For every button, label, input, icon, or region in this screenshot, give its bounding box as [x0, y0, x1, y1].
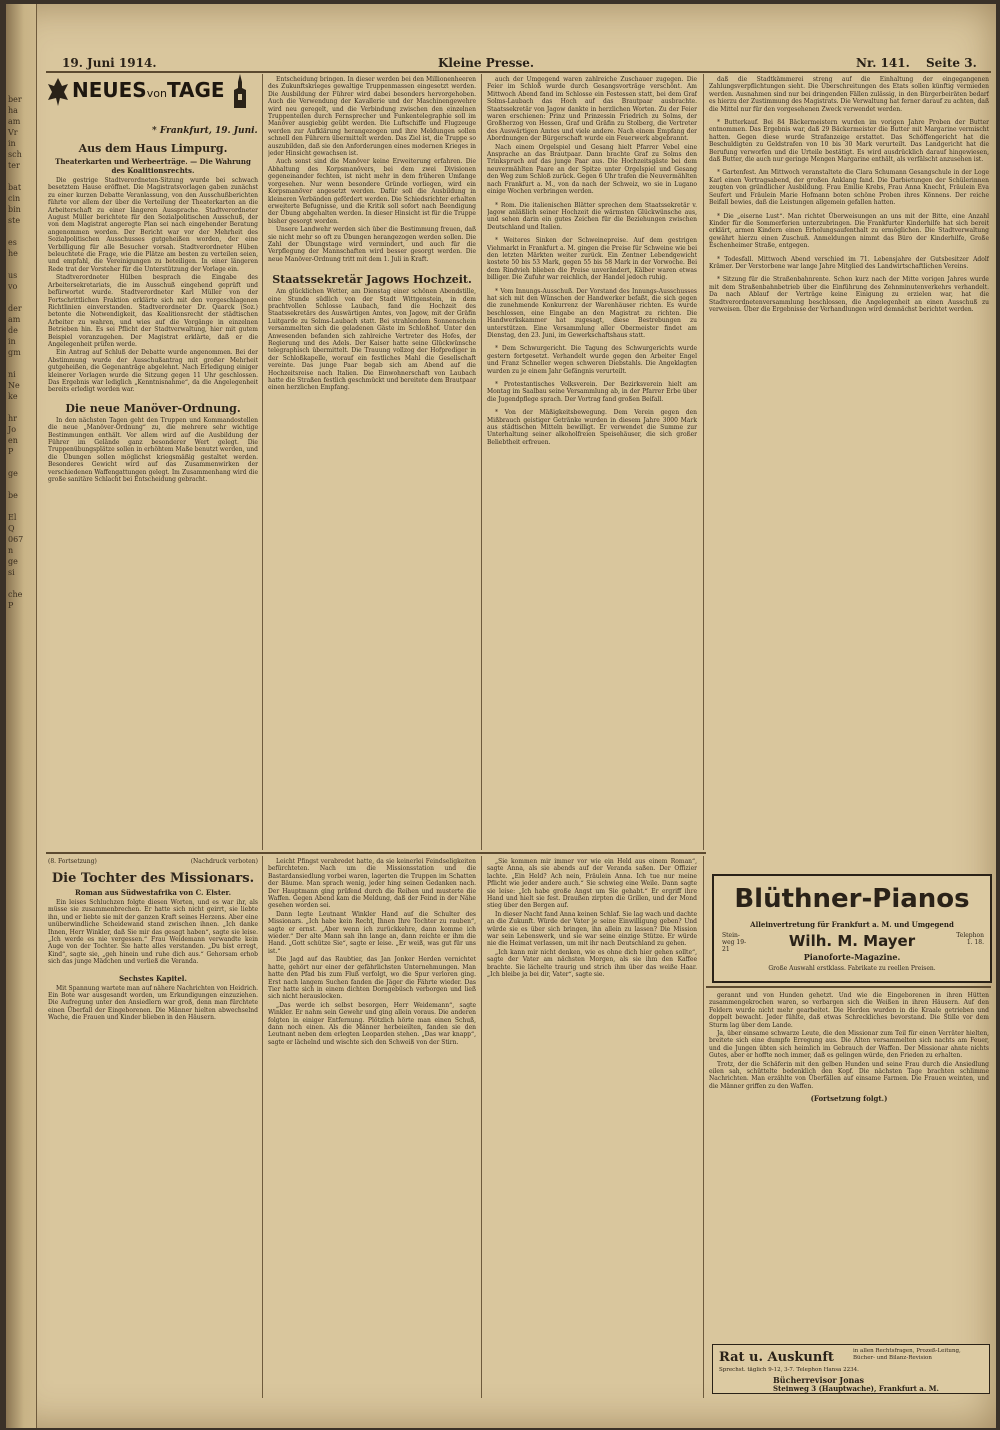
serial-column-3	[487, 858, 697, 1398]
header-page-number: Seite 3.	[926, 56, 977, 70]
column-rule	[703, 856, 704, 1398]
news-item: * Von der Mäßigkeitsbewegung. Dem Verein gegen den Mißbrauch geistiger Getränke wurden in diesem Jahre 3000 Mark aus städtischen Mitteln bewilligt. Er verwendet die Summe zur Unterhaltung seiner alkoholfreien Speisehäuser, die sich großer Beliebtheit erfreuen.	[487, 409, 697, 446]
news-item: * Sitzung für die Straßenbahnrente. Schon kurz nach der Mitte vorigen Jahres wurde mit dem Straßenbahnbetrieb über die Einführung des Zehnminutenverkehrs verhandelt. Da nach Ablauf der Verträge keine Einigung zu erzielen war, hat die Stadtverordnetenversammlung beschlossen, die Angelegenheit an einen Ausschuß zu verweisen. Über die Ergebnisse der Verhandlungen wird demnächst berichtet werden.	[709, 276, 989, 313]
ad-title: Rat u. Auskunft	[719, 1350, 834, 1365]
news-item: * Todesfall. Mittwoch Abend verschied im 71. Lebensjahre der Gutsbesitzer Adolf Krämer. Der Verstorbene war lange Jahre Mitglied des Landwirtschaftlichen Vereins.	[709, 255, 989, 270]
ad-line: Große Auswahl erstklass. Fabrikate zu reellen Preisen.	[768, 965, 936, 972]
serial-title: Die Tochter des Missionars.	[51, 871, 255, 886]
serial-paragraph: Mit Spannung wartete man auf nähere Nachrichten von Heidrich. Ein Bote war ausgesandt worden, um Erkundigungen einzuziehen. Die Aufregung unter den Ansiedlern war groß, denn man fürchtete einen Überfall der Eingeborenen. Die Männer hielten abwechselnd Wache, die Frauen und Kinder blieben in den Häusern.	[48, 984, 258, 1022]
serial-column-2	[268, 858, 476, 1398]
chapter-heading: Sechstes Kapitel.	[119, 973, 187, 983]
article-paragraph: Entscheidung bringen. In dieser werden bei den Millionenheeren des Zukunftskrieges gewaltige Truppenmassen eingesetzt werden. Die Ausbildung der Führer wird dabei besonders hervorgehoben. Auch die Verwendung der Kavallerie und der Maschinengewehre wird neu geregelt, und die Verbindung zwischen den einzelnen Truppenteilen durch Fernsprecher und Funkentelegraphie soll im Manöver ausgiebig geübt werden. Die Luftschiffe und Flugzeuge werden zur Aufklärung herangezogen und ihre Meldungen sollen schnell den Führern übermittelt werden. Das Ziel ist, die Truppe so auszubilden, daß sie den Anforderungen eines modernen Krieges in jeder Hinsicht gewachsen ist.	[268, 76, 476, 158]
serial-copyright: (Nachdruck verboten)	[190, 858, 258, 865]
newspaper-page	[6, 4, 996, 1428]
article-paragraph: Stadtverordneter Hülben besprach die Eingabe des Arbeitersekretariats, die im Ausschuß eingehend geprüft und befürwortet wurde. Stadtverordneter Karl Müller von der Fortschrittlichen Fraktion erklärte sich mit den vorgeschlagenen Richtlinien einverstanden. Stadtverordneter Dr. Quarck (Soz.) betonte die Notwendigkeit, das Koalitionsrecht der städtischen Arbeiter zu wahren, und wies auf die Vorgänge in einzelnen Betrieben hin. Es sei Pflicht der Stadtverwaltung, hier mit gutem Beispiel voranzugehen. Der Magistrat erklärte, daß er die Angelegenheit prüfen werde.	[48, 274, 258, 348]
headline-manoever-ordnung: Die neue Manöver-Ordnung.	[65, 401, 241, 415]
serial-column-4	[709, 992, 989, 1336]
column-rule	[703, 74, 704, 850]
column-rule	[481, 74, 482, 850]
frankfurt-eagle-icon	[46, 76, 70, 108]
headline-jagows-hochzeit: Staatssekretär Jagows Hochzeit.	[272, 273, 472, 287]
column-2	[268, 76, 476, 850]
header-paper-name: Kleine Presse.	[438, 56, 535, 70]
header-date: 19. Juni 1914.	[62, 56, 157, 70]
article-paragraph: Auch sonst sind die Manöver keine Erweiterung erfahren. Die Abhaltung des Korpsmanövers, bei dem zwei Divisionen gegeneinander fechten, ist nicht mehr in dem früheren Umfange vorgesehen. Nur wenn besondere Gründe vorliegen, wird ein Korpsmanöver angesetzt werden. Dafür soll die Ausbildung in kleineren Verbänden gefördert werden. Die Schiedsrichter erhalten erweiterte Befugnisse, und die Kritik soll sofort nach Beendigung der Übung abgehalten werden. In dieser Hinsicht ist für die Truppe bisher gesorgt worden.	[268, 158, 476, 225]
article-paragraph: daß die Stadtkämmerei streng auf die Einhaltung der eingegangenen Zahlungsverpflichtungen sieht. Die Überschreitungen des Etats sollen künftig vermieden werden. Ausnahmen sind nur bei dringenden Fällen zulässig, in den Bürgerbeiräten bedarf es hierzu der Zustimmung des Magistrats. Die Verwaltung hat ferner darauf zu achten, daß die Mittel nur für den vorgesehenen Zweck verwendet werden.	[709, 76, 989, 113]
bluethner-pianos-ad	[712, 874, 992, 983]
serial-continued: (Fortsetzung folgt.)	[810, 1094, 888, 1104]
news-item: * Butterkauf. Bei 84 Bäckermeistern wurden im vorigen Jahre Proben der Butter entnommen. Das Ergebnis war, daß 29 Bäckermeister die Butter mit Margarine vermischt hatten. Gegen diese wurde Strafanzeige erstattet. Das Schöffengericht hat die Beschuldigten zu Geldstrafen von 10 bis 30 Mark verurteilt. Das Landgericht hat die Berufung verworfen und die Urteile bestätigt. Es wird ausdrücklich darauf hingewiesen, daß Butter, die auch nur geringe Mengen Margarine enthält, als verfälscht anzusehen ist.	[709, 119, 989, 164]
ad-line: Alleinvertretung für Frankfurt a. M. und Umgegend	[750, 920, 954, 929]
article-paragraph: Die gestrige Stadtverordneten-Sitzung wurde bei schwach besetztem Hause eröffnet. Die Magistratsvorlagen gaben zunächst zu einer kurzen Debatte Veranlassung, von den Ausschußberichten führte vor allem der über die Verteilung der Theaterkarten an die Arbeiterschaft zu einer längeren Aussprache. Stadtverordneter August Müller berichtete für den Sozialpolitischen Ausschuß, der von dem Magistrat angeregte Plan sei nach eingehender Beratung angenommen worden. Der Bericht war vor der Mehrheit des Sozialpolitischen Ausschusses gutgeheißen worden, der eine Verbilligung für alle Besucher vorsah. Stadtverordneter Hüben beleuchtete die Frage, wie die Plätze am besten zu verteilen seien, und empfahl, die Vereinigungen zu beteiligen. In einer längeren Rede trat der Vorsteher für die Unterstützung der Vorlage ein.	[48, 177, 258, 273]
column-rule	[262, 856, 263, 1398]
news-item: * Weiteres Sinken der Schweinepreise. Auf dem gestrigen Viehmarkt in Frankfurt a. M. gingen die Preise für Schweine wie bei den letzten Märkten weiter zurück. Ein Zentner Lebendgewicht kostete 50 bis 53 Mark, gegen 55 bis 58 Mark in der Vorwoche. Bei dem Rindvieh blieben die Preise unverändert, Kälber waren etwas billiger. Die Zufuhr war reichlich, der Handel jedoch ruhig.	[487, 237, 697, 282]
ad-company-name: Wilh. M. Mayer	[788, 932, 916, 950]
cathedral-icon	[228, 74, 252, 108]
column-rule	[481, 856, 482, 1398]
news-item: * Protestantisches Volksverein. Der Bezirksverein hielt am Montag im Saalbau seine Versammlung ab, in der Pfarrer Erbe über die Jugendpflege sprach. Der Vortrag fand großen Beifall.	[487, 381, 697, 403]
masthead-logo	[46, 74, 254, 110]
article-paragraph: auch der Umgegend waren zahlreiche Zuschauer zugegen. Die Feier im Schloß wurde durch Gesangsvorträge verschönt. Am Mittwoch Abend fand im Schlosse ein Festessen statt, bei dem Graf Solms-Laubach das Hoch auf das Brautpaar ausbrachte. Staatssekretär von Jagow dankte in herzlichen Worten. Zu der Feier waren erschienen: Prinz und Prinzessin Friedrich zu Solms, der Großherzog von Hessen, Graf und Gräfin zu Stolberg, die Vertreter des Auswärtigen Amtes und viele andere. Nach einem Empfang der Abordnungen der Bürgerschaft wurde ein Feuerwerk abgebrannt.	[487, 76, 697, 143]
adjacent-page-text: ber ha am Vr in sch ter bat cin bin ste es he us vo der am de in gm ni Ne ke hr Jo en P ge be El Q 067 n ge si che P	[8, 95, 24, 610]
ad-hours: Sprechst. täglich 9-12, 3-7. Telephon Hansa 2234.	[719, 1367, 859, 1373]
serial-subtitle: Roman aus Südwestafrika von C. Elster.	[74, 888, 232, 897]
serial-separator	[46, 852, 706, 854]
column-rule	[262, 74, 263, 850]
header-rule	[46, 71, 991, 73]
serial-separator	[706, 986, 991, 988]
news-item: * Vom Innungs-Ausschuß. Der Vorstand des Innungs-Ausschusses hat sich mit den Wünschen der Handwerker befaßt, die sich gegen die zunehmende Konkurrenz der Warenhäuser richten. Es wurde beschlossen, eine Eingabe an den Magistrat zu richten. Die Handwerkskammer hat zugesagt, diese Bestrebungen zu unterstützen. Eine Versammlung aller Obermeister findet am Dienstag, den 23. Juni, im Gewerkschaftshaus statt.	[487, 287, 697, 339]
column-4	[709, 76, 989, 866]
serial-paragraph: Die Jagd auf das Raubtier, das Jan Jonker Herden vernichtet hatte, gehört nur einer der gefährlichsten Unternehmungen. Man hatte den Pfad bis zum Fluß verfolgt, wo die Spur verloren ging. Erst nach langem Suchen fanden die Jäger die Fährte wieder. Das Tier hatte sich in einem dichten Dorngebüsch verborgen und ließ sich nicht herauslocken.	[268, 956, 476, 1001]
ad-address: Steinweg 3 (Hauptwache), Frankfurt a. M.	[773, 1384, 939, 1393]
serial-part: (8. Fortsetzung)	[48, 858, 97, 865]
ad-title: Blüthner-Pianos	[734, 884, 970, 914]
headline-haus-limpurg: Aus dem Haus Limpurg.	[78, 142, 228, 155]
article-paragraph: Am glücklichen Wetter, am Dienstag einer schönen Abendstille, eine Stunde südlich von der Stadt Wittgenstein, in dem prachtvollen Schlosse Laubach, fand die Hochzeit des Staatssekretärs des Auswärtigen Amtes, von Jagow, mit der Gräfin Luitgarde zu Solms-Laubach statt. Bei strahlendem Sonnenschein versammelten sich die geladenen Gäste im Schloßhof. Unter den Anwesenden befanden sich zahlreiche Vertreter des Hofes, der Regierung und des Adels. Der Kaiser hatte seine Glückwünsche telegraphisch übermittelt. Die Trauung vollzog der Hofprediger in der Schloßkapelle, worauf ein festliches Mahl die Gesellschaft vereinte. Das junge Paar begab sich am Abend auf die Hochzeitsreise nach Italien. Die Einwohnerschaft von Laubach hatte die Straßen festlich geschmückt und bereitete dem Brautpaar einen herzlichen Empfang.	[268, 288, 476, 392]
ad-address: Stein-weg 19-21	[722, 932, 747, 953]
article-paragraph: Nach einem Orgelspiel und Gesang hielt Pfarrer Vebel eine Ansprache an das Brautpaar. Dann brachte Graf zu Solms den Trinkspruch auf das junge Paar aus. Die Hochzeitsgäste bei dem neuvermählten Paare an der Spitze unter Orgelspiel und Gesang den Weg zum Schloß zurück. Gegen 6 Uhr trafen die Neuvermählten nach Frankfurt a. M., von da nach der Schweiz, wo sie in Lugano einige Wochen verbringen werden.	[487, 143, 697, 196]
article-paragraph: In den nächsten Tagen geht den Truppen und Kommandostellen die neue „Manöver-Ordnung“ zu, die mehrere sehr wichtige Bestimmungen enthält. Vor allem wird auf die Ausbildung der Führer im Gelände ganz besonderer Wert gelegt. Die Truppenübungsplätze sollen in erhöhtem Maße benutzt werden, und die Übungen sollen möglichst kriegsmäßig gestaltet werden. Besonderes Gewicht wird auf das Zusammenwirken der verschiedenen Waffengattungen gelegt. Im Zusammenhang wird die große sanitäre Schlacht bei Entscheidung gebracht.	[48, 416, 258, 484]
serial-column-1	[48, 858, 258, 1398]
serial-paragraph: „Ich kann mir nicht denken, wie es ohne dich hier gehen sollte“, sagte der Vater am nächsten Morgen, als sie ihm den Kaffee brachte. Sie lächelte traurig und strich ihm über das weiße Haar. „Ich bleibe ja bei dir, Vater“, sagte sie.	[487, 948, 697, 979]
news-item: * Die „eiserne Lust“. Man richtet Überweisungen an uns mit der Bitte, eine Anzahl Kinder für die Sommerferien unterzubringen. Die Frankfurter Kinderhilfe hat sich bereit erklärt, armen Kindern einen Erholungsaufenthalt zu ermöglichen. Die Stadtverwaltung gewährt hierzu einen Zuschuß. Anmeldungen nimmt das Büro der Kinderhilfe, Große Eschenheimer Straße, entgegen.	[709, 212, 989, 250]
serial-paragraph: „Das werde ich selbst besorgen, Herr Weidemann“, sagte Winkler. Er nahm sein Gewehr und ging allein voraus. Die anderen folgten in einiger Entfernung. Plötzlich hörte man einen Schuß, dann noch einen. Als die Männer herbeieilten, fanden sie den Leutnant neben dem erlegten Leoparden stehen. „Das war knapp“, sagte er lächelnd und wischte sich den Schweiß von der Stirn.	[268, 1001, 476, 1046]
adjacent-page-edge	[6, 4, 37, 1428]
subheadline-haus-limpurg: Theaterkarten und Werbeerträge. — Die Wahrung des Koalitionsrechts.	[55, 157, 251, 175]
rat-auskunft-ad	[712, 1344, 990, 1394]
column-3	[487, 76, 697, 850]
serial-paragraph: Ja, über einsame schwarze Leute, die den Missionar zum Teil für einen Verräter hielten, breitete sich eine dumpfe Erregung aus. Die Alten versammelten sich nachts am Feuer, und die Jungen übten sich heimlich im Gebrauch der Waffen. Der Missionar ahnte nichts Gutes, aber er hoffte noch immer, daß es gelingen würde, den Frieden zu erhalten.	[709, 1030, 989, 1060]
news-item: * Dem Schwurgericht. Die Tagung des Schwurgerichts wurde gestern fortgesetzt. Verhandelt wurde gegen den Arbeiter Engel und Franz Schneller wegen schweren Diebstahls. Die Angeklagten wurden zu je einem Jahr Gefängnis verurteilt.	[487, 345, 697, 375]
news-item: * Rom. Die italienischen Blätter sprechen dem Staatssekretär v. Jagow anläßlich seiner Hochzeit die wärmsten Glückwünsche aus, und sehen darin ein gutes Zeichen für die Beziehungen zwischen Deutschland und Italien.	[487, 201, 697, 231]
masthead-title: NEUESvonTAGE	[72, 78, 225, 102]
article-paragraph: Unsere Landwehr werden sich über die Bestimmung freuen, daß sie nicht mehr so oft zu Übungen herangezogen werden sollen. Die Zahl der Übungstage wird vermindert, und auch für die Verpflegung der Mannschaften wird besser gesorgt werden. Die neue Manöver-Ordnung tritt mit dem 1. Juli in Kraft.	[268, 226, 476, 263]
dateline: * Frankfurt, 19. Juni.	[152, 126, 258, 136]
ad-telephone: Telephon 1. 18.	[956, 932, 984, 946]
header-issue-number: Nr. 141.	[856, 56, 910, 70]
column-1	[48, 138, 258, 850]
ad-services: in allen Rechtsfragen, Prozeß-Leitung, Bücher- und Bilanz-Revision	[853, 1348, 961, 1361]
serial-paragraph: In dieser Nacht fand Anna keinen Schlaf. Sie lag wach und dachte an die Zukunft. Würde der Vater je seine Einwilligung geben? Und würde sie es über sich bringen, ihn allein zu lassen? Die Mission war sein Lebenswerk, und sie war seine einzige Stütze. Er würde nie die Heimat verlassen, um mit ihr nach Deutschland zu gehen.	[487, 910, 697, 948]
serial-paragraph: gerannt und von Hunden gehetzt. Und wie die Eingeborenen in ihren Hütten zusammengekrochen waren, so verbargen sich die Weißen in ihren Häusern. Auf den Feldern wurde nicht mehr gearbeitet. Die Herden wurden in die Kraale getrieben und doppelt bewacht. Jeder fühlte, daß etwas Schreckliches bevorstand. Die Stille vor dem Sturm lag über dem Lande.	[709, 992, 989, 1029]
news-item: * Gartenfest. Am Mittwoch veranstaltete die Clara Schumann Gesangschule in der Loge Karl einen Vortragsabend, der großen Anklang fand. Die Darbietungen der Schülerinnen zeugten von gründlicher Ausbildung. Frau Emilie Krebs, Frau Anna Knecht, Fräulein Eva Seufert und Fräulein Marie Hofmann boten schöne Proben ihres Könnens. Der reiche Beifall bewies, daß die Leistungen allgemein gefallen hatten.	[709, 169, 989, 207]
serial-paragraph: Leicht Pfingst verabredet hatte, da sie keinerlei Feindseligkeiten befürchteten. Nach um die Missionsstation und die Bastardansiedlung vorbei waren, lagerten die Truppen im Schatten der Bäume. Man sprach wenig, jeder hing seinen Gedanken nach. Der Hauptmann ging prüfend durch die Reihen und musterte die Waffen. Gegen Abend kam die Meldung, daß der Feind in der Nähe gesehen worden sei.	[268, 858, 476, 910]
ad-name: Bücherrevisor Jonas	[773, 1375, 865, 1385]
serial-paragraph: Dann legte Leutnant Winkler Hand auf die Schulter des Missionars. „Ich habe kein Recht, Ihnen Ihre Tochter zu rauben“, sagte er ernst. „Aber wenn ich zurückkehre, dann komme ich wieder.“ Der alte Mann sah ihn lange an, dann reichte er ihm die Hand. „Gott schütze Sie“, sagte er leise. „Er weiß, was gut für uns ist.“	[268, 910, 476, 955]
serial-paragraph: „Sie kommen mir immer vor wie ein Held aus einem Roman“, sagte Anna, als sie abends auf der Veranda saßen. Der Offizier lachte. „Ein Held? Ach nein, Fräulein Anna. Ich tue nur meine Pflicht wie jeder andere auch.“ Sie schwieg eine Weile. Dann sagte sie leise: „Ich habe große Angst um Sie gehabt.“ Er ergriff ihre Hand und hielt sie fest. Draußen zirpten die Grillen, und der Mond stieg über den Bergen auf.	[487, 858, 697, 910]
ad-line: Pianoforte-Magazine.	[803, 952, 901, 962]
serial-paragraph: Ein leises Schluchzen folgte diesen Worten, und es war ihr, als müsse sie zusammenbrechen. Er hatte sich nicht geirrt, sie liebte ihn, und er liebte sie mit der ganzen Kraft seines Herzens. Aber eine unüberwindliche Scheidewand stand zwischen ihnen. „Ich danke Ihnen, Herr Winkler, daß Sie mir das gesagt haben“, sagte sie leise. „Ich werde es nie vergessen.“ Frau Weidemann verwandte kein Auge von der Tochter. Sie hatte alles verstanden. „Du bist erregt, Kind“, sagte sie, „geh hinein und ruhe dich aus.“ Gehorsam erhob sich das junge Mädchen und verließ die Veranda.	[48, 899, 258, 966]
article-paragraph: Ein Antrag auf Schluß der Debatte wurde angenommen. Bei der Abstimmung wurde der Ausschußantrag mit großer Mehrheit gutgeheißen, die Gegenanträge abgelehnt. Nach Erledigung einiger kleinerer Vorlagen wurde die Sitzung gegen 11 Uhr geschlossen. Das Ergebnis war lediglich „Kenntnisnahme“, da die Angelegenheit bereits erledigt worden war.	[48, 349, 258, 394]
serial-paragraph: Trotz, der die Schäferin mit den gelben Hunden und seine Frau durch die Ansiedlung eilen sah, schüttelte bedenklich den Kopf. Die nächsten Tage brachten schlimme Nachrichten. Man erzählte von Überfällen auf einsame Farmen. Die Frauen weinten, und die Männer griffen zu den Waffen.	[709, 1060, 989, 1090]
